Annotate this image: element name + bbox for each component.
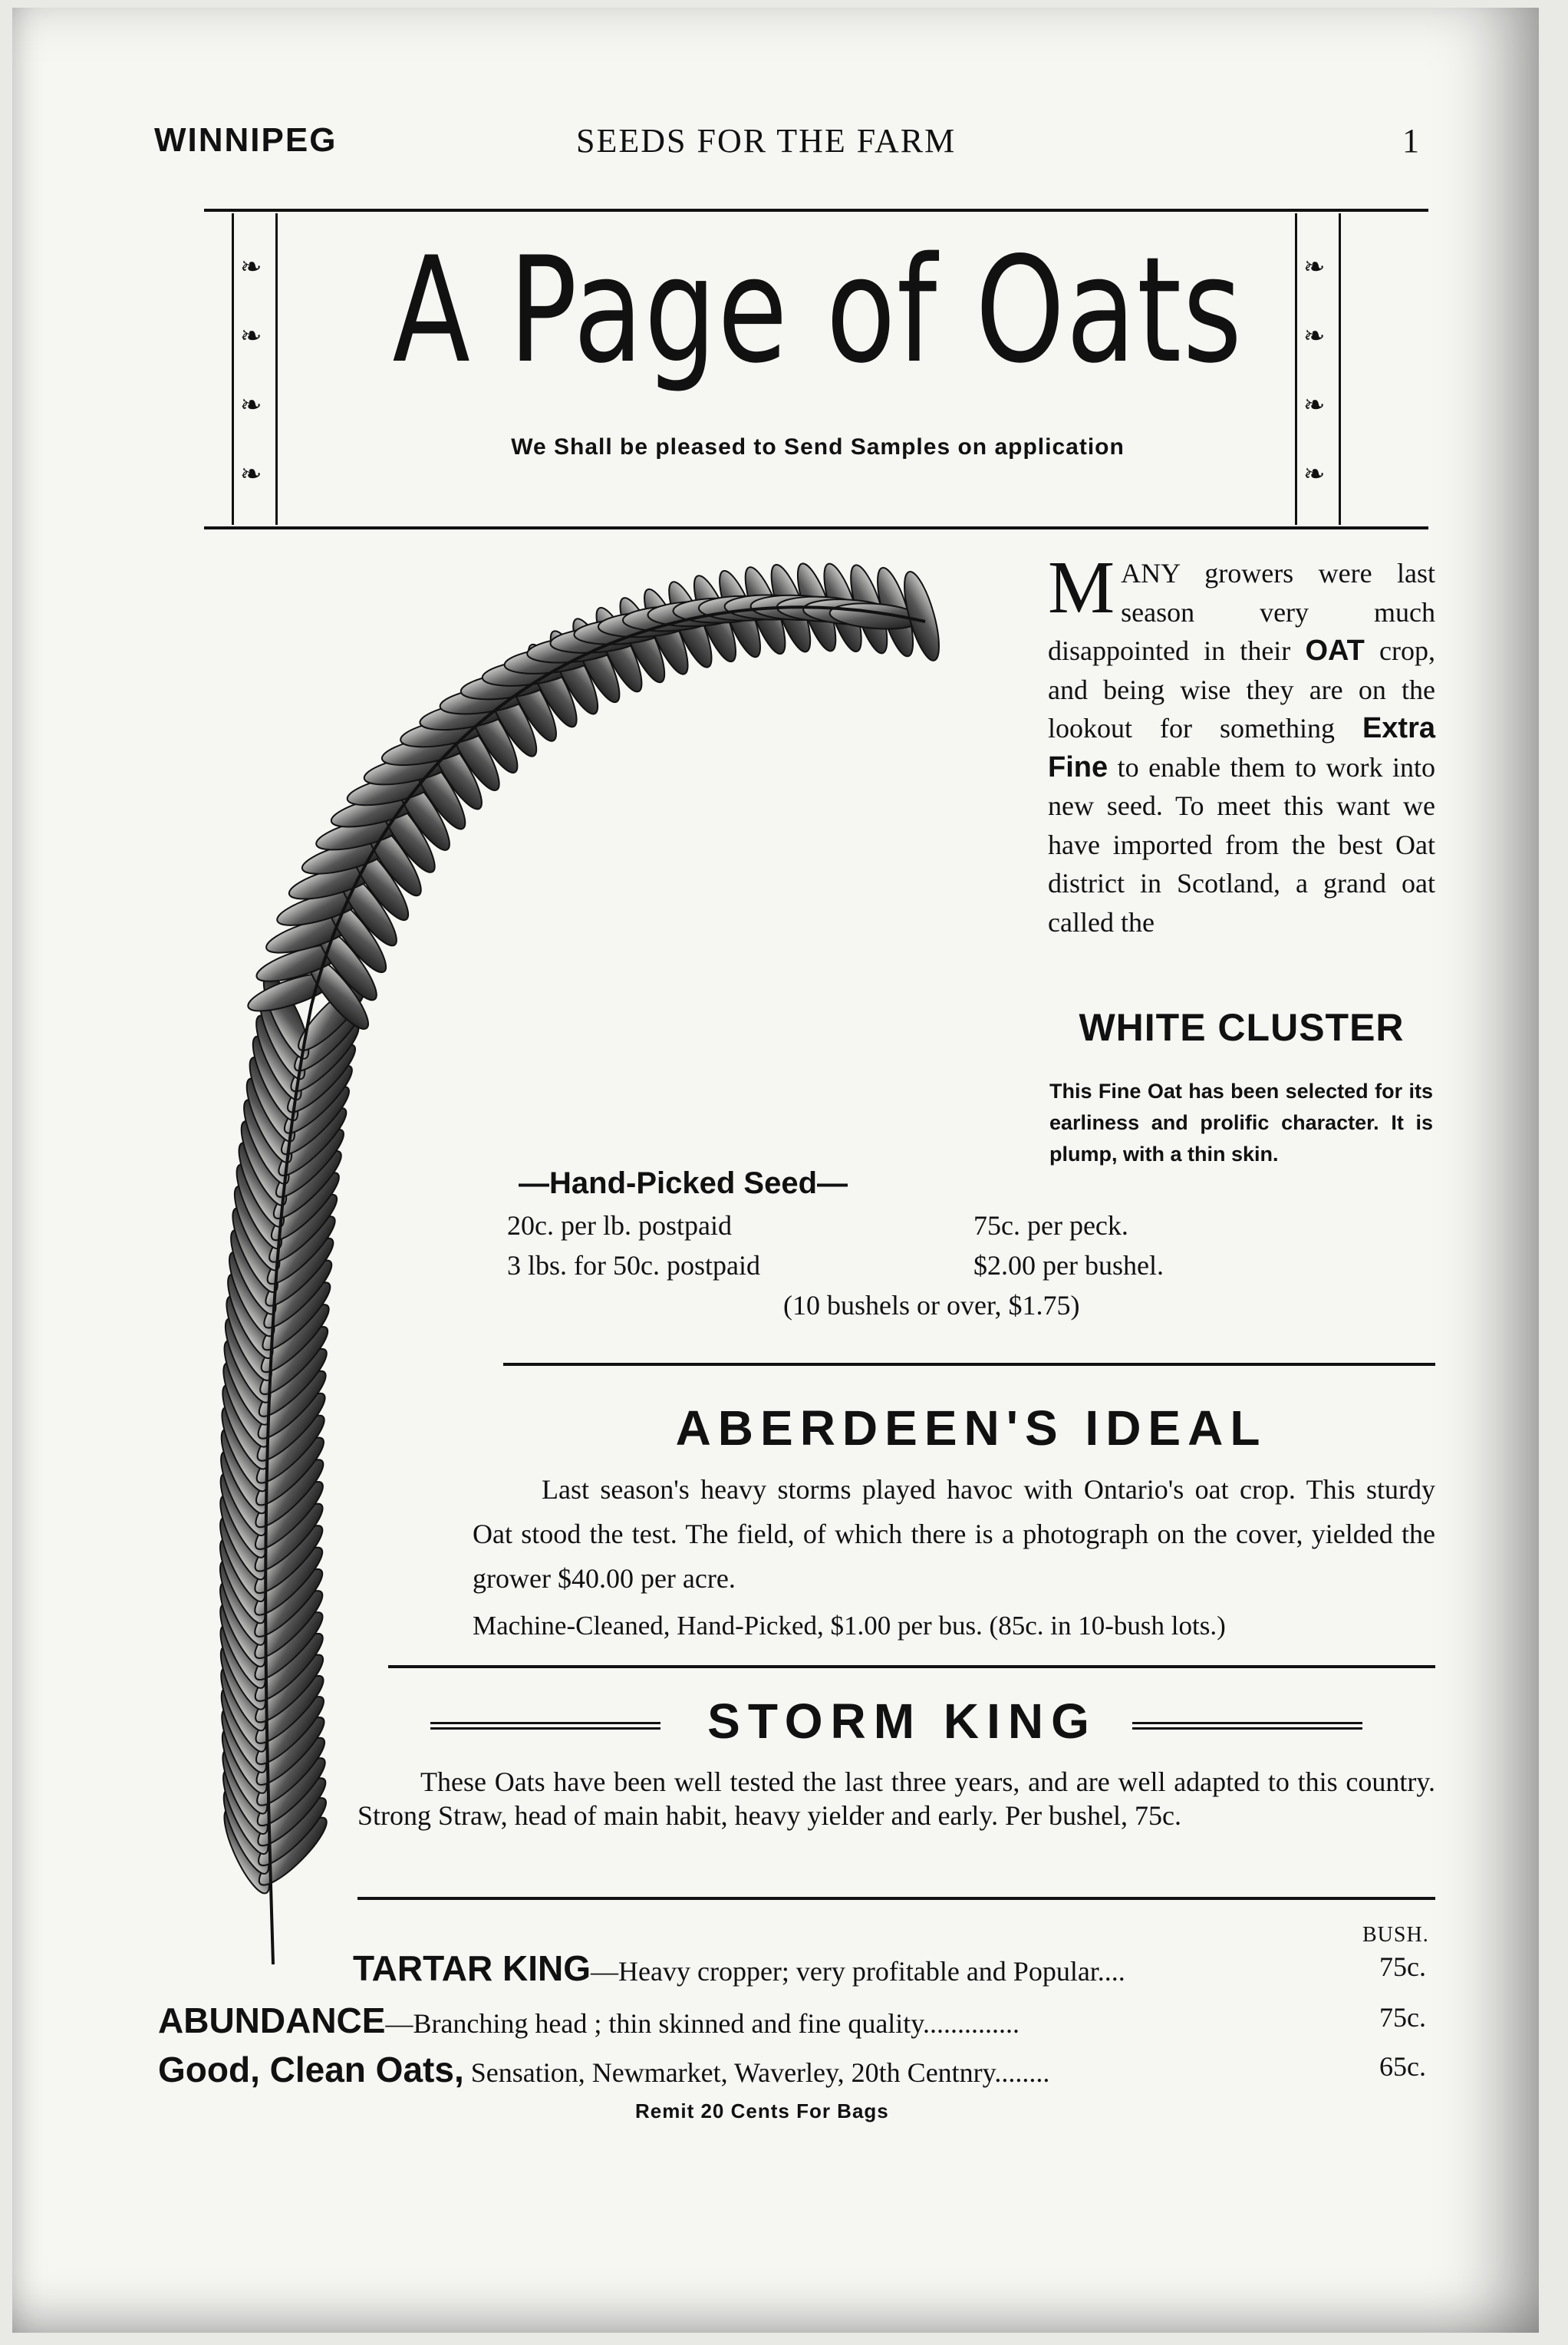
header-city: WINNIPEG [154,121,338,159]
title-bottom-rule [204,526,1428,529]
remit-footer: Remit 20 Cents For Bags [635,2099,889,2122]
price-per-bushel: $2.00 per bushel. [973,1250,1164,1281]
ornament-icon: ❧ [1303,322,1326,351]
hand-picked-heading: —Hand-Picked Seed— [519,1166,848,1200]
list-item-price: 75c. [1379,2002,1426,2033]
left-ornament-column [232,213,278,525]
price-per-lb: 20c. per lb. postpaid [507,1210,732,1241]
storm-king-text: These Oats have been well tested the last three years, and are well adapted to this country. Strong Straw, head of main habit, heavy yielder and early. Per bushel, 75c. [357,1766,1435,1831]
aberdeen-heading: ABERDEEN'S IDEAL [675,1400,1267,1456]
right-ornament-column [1295,213,1341,525]
page-title: A Page of Oats [392,226,1244,395]
list-item-price: 65c. [1379,2051,1426,2082]
aberdeen-price: Machine-Cleaned, Hand-Picked, $1.00 per bus. (85c. in 10-bush lots.) [473,1611,1226,1641]
ornament-icon: ❧ [1303,460,1326,489]
extra-fine-emphasis: Extra Fine [1048,712,1435,783]
white-cluster-heading: WHITE CLUSTER [1079,1006,1405,1049]
ornament-icon: ❧ [240,322,262,351]
intro-paragraph: MANY growers were last season very much disappointed in their OAT crop, and being wise they are on the lookout for something Extra Fine to enable them to work into new seed. To meet this want we have imported from the best Oat district in Scotland, a grand oat called the [1048,546,1435,938]
ornament-icon: ❧ [1303,253,1326,282]
price-per-peck: 75c. per peck. [973,1210,1128,1241]
catalog-page [12,8,1539,2333]
list-item: Good, Clean Oats, Sensation, Newmarket, Waverley, 20th Centnry........ [158,2050,1050,2089]
page-subtitle: We Shall be pleased to Send Samples on application [511,434,1125,460]
white-cluster-description: This Fine Oat has been selected for its earliness and prolific character. It is plump, with a thin skin. [1049,1080,1433,1166]
ornament-icon: ❧ [1303,391,1326,420]
drop-cap: M [1048,546,1115,629]
section-rule [503,1363,1435,1366]
list-item-price: 75c. [1379,1951,1426,1982]
title-top-rule [204,209,1428,212]
list-item: TARTAR KING—Heavy cropper; very profitable and Popular.... [353,1948,1125,1988]
price-3-lbs: 3 lbs. for 50c. postpaid [507,1250,760,1281]
header-page-number: 1 [1402,122,1421,160]
price-unit-header: BUSH. [1362,1923,1429,1947]
ornament-icon: ❧ [240,460,262,489]
ornament-icon: ❧ [240,391,262,420]
list-item: ABUNDANCE—Branching head ; thin skinned and fine quality.............. [158,2000,1020,2040]
aberdeen-text: Last season's heavy storms played havoc with Ontario's oat crop. This sturdy Oat stood the test. The field, of which there is a photograph on the cover, yielded the grower $40.00 per acre. [473,1474,1435,1594]
oat-emphasis: OAT [1305,635,1365,667]
ornament-icon: ❧ [240,253,262,282]
storm-king-heading: STORM KING [707,1694,1097,1749]
section-rule [357,1897,1435,1900]
header-title: SEEDS FOR THE FARM [576,122,957,160]
section-rule [388,1665,1435,1668]
price-bulk: (10 bushels or over, $1.75) [783,1290,1080,1321]
